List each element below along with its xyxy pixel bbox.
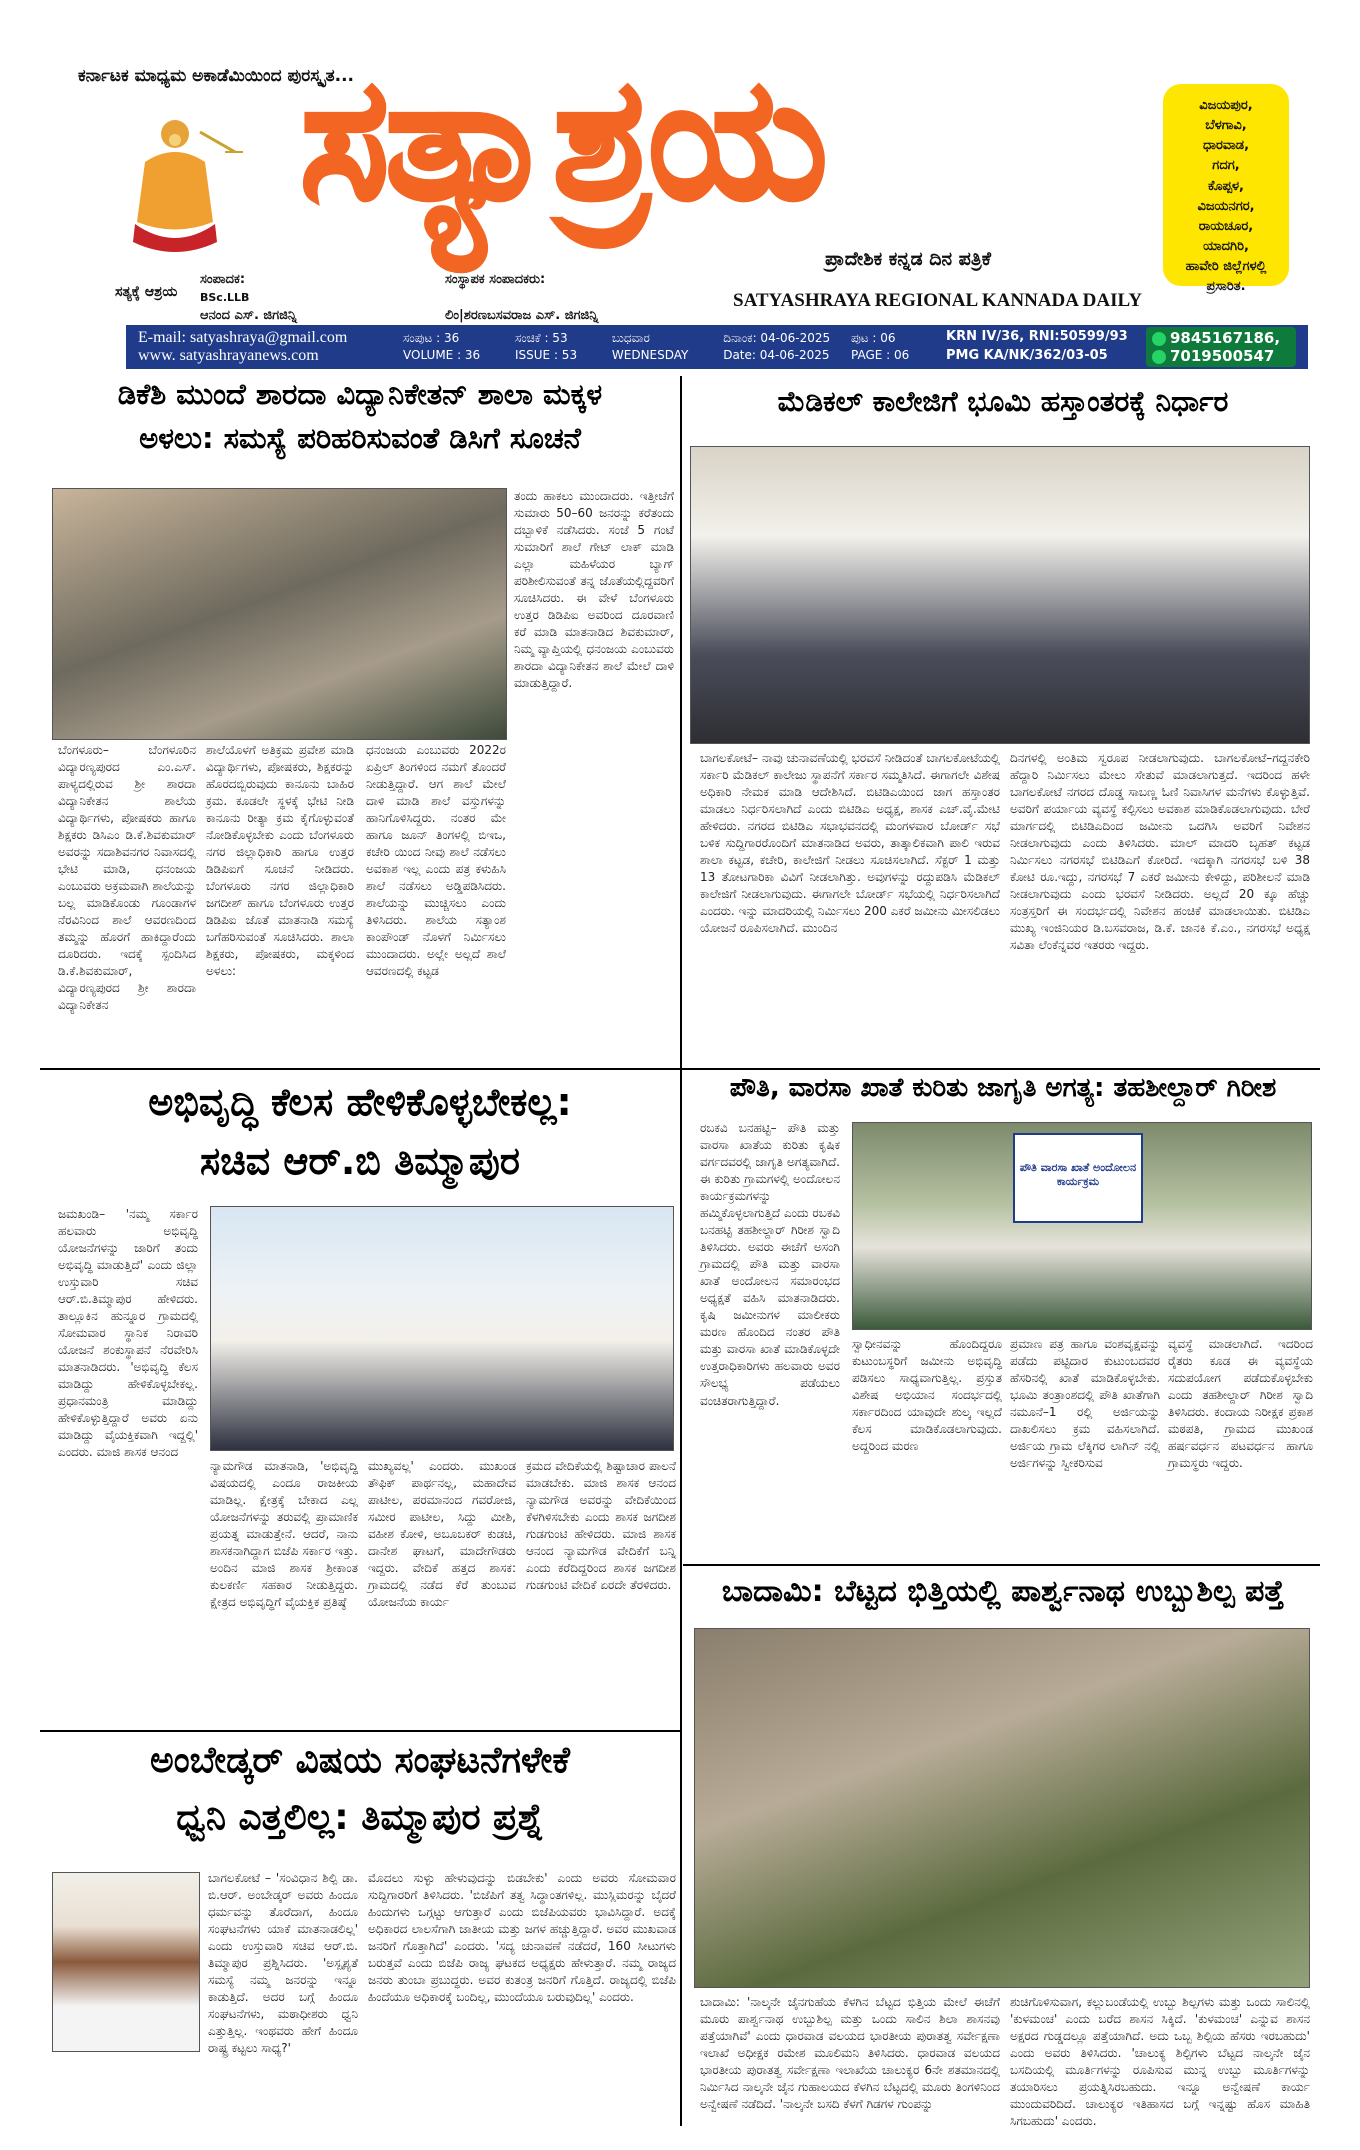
article-6-col-2: ಶುಚಿಗೊಳಿಸುವಾಗ, ಕಲ್ಲುಬಂಡೆಯಲ್ಲಿ ಉಬ್ಬು ಶಿಲ್ಪಗಳು ಮತ್ತು ಒಂದು ಸಾಲಿನಲ್ಲಿ 'ಕುಳಮಂಚ' ಎಂದು ಬರೆದ ಶಾಸನ ಸಿಕ್ಕಿದೆ. 'ಕುಳಮಂಚ' ಎನ್ನುವ ಶಾಸನ ಅಕ್ಷರದ ಗುಡ್ಡದಲ್ಲೂ ಪತ್ತೆಯಾಗಿದೆ. ಅದು ಒಬ್ಬ ಶಿಲ್ಪಿಯ ಹೆಸರು ಇರಬಹುದು' ಎಂದು ಅವರು ತಿಳಿಸಿದರು. 'ಚಾಲುಕ್ಯ ಶಿಲ್ಪಿಗಳು ಬೆಟ್ಟದ ನಾಲ್ಕನೇ ಜೈನ ಬಸದಿಯಲ್ಲಿ ಮೂರ್ತಿಗಳನ್ನು ರೂಪಿಸುವ ಮುನ್ನ ಉಬ್ಬು ಮೂರ್ತಿಗಳನ್ನು ತಯಾರಿಸಲು ಪ್ರಯತ್ನಿಸಿರಬಹುದು. ಇನ್ನೂ ಅನ್ವೇಷಣೆ ಕಾರ್ಯ ಮುಂದುವರಿದಿದೆ. ಚಾಲುಕ್ಯರ ಇತಿಹಾಸದ ಬಗ್ಗೆ ಇನ್ನಷ್ಟು ಹೊಸ ಮಾಹಿತಿ ಸಿಗಬಹುದು' ಎಂದರು. xyxy=(1010,1995,1310,2129)
issue-en: ISSUE : 53 xyxy=(515,348,578,362)
article-1-col-3: ಧನಂಜಯ ಎಂಬುವರು 2022ರ ಏಪ್ರಿಲ್ ತಿಂಗಳಿಂದ ನಮಗೆ ತೊಂದರೆ ನೀಡುತ್ತಿದ್ದಾರೆ. ಆಗ ಶಾಲೆ ಮೇಲೆ ದಾಳಿ ಮಾಡಿ ಶಾಲೆ ವಸ್ತುಗಳನ್ನು ಹಾನಿಗೊಳಿಸಿದ್ದರು. ನಂತರ ಮೇ ಹಾಗೂ ಜೂನ್ ತಿಂಗಳಲ್ಲಿ ಬಿಇಒ, ಕಚೇರಿ ಯಿಂದ ನೀವು ಶಾಲೆ ನಡೆಸಲು ಅವಕಾಶ ಇಲ್ಲ ಎಂದು ಪತ್ರ ಕಳುಹಿಸಿ ಶಾಲೆ ನಡೆಸಲು ಅಡ್ಡಿಪಡಿಸಿದರು. ಶಾಲೆಯನ್ನು ಮುಚ್ಚಿಸಲು ಎಂದು ತಿಳಿಸಿದರು. ಶಾಲೆಯ ಸತ್ಯಾಂಶ ಕಾಂಪೌಂಡ್ ನೊಳಗೆ ನಿರ್ಮಿಸಲು ಮುಂದಾದರು. ಅಲ್ಲೇ ಅಲ್ಲದೆ ಶಾಲೆ ಆವರಣದಲ್ಲಿ ಕಟ್ಟಡ xyxy=(366,743,506,979)
district-item: ಧಾರವಾಡ, xyxy=(1202,138,1250,154)
page-kn: ಪುಟ : 06 xyxy=(851,330,896,345)
deity-caption: ಸತ್ಯಕ್ಕೆ ಆಶ್ರಯ xyxy=(115,284,178,300)
district-item: ಗದಗ, xyxy=(1212,158,1240,174)
district-item: ಕೊಪ್ಪಳ, xyxy=(1208,178,1244,194)
phone-2[interactable]: 7019500547 xyxy=(1170,347,1275,365)
horizontal-divider-3 xyxy=(683,1564,1320,1566)
article-1-col-2: ಶಾಲೆಯೊಳಗೆ ಅತಿಕ್ರಮ ಪ್ರವೇಶ ಮಾಡಿ ವಿದ್ಯಾರ್ಥಿಗಳು, ಪೋಷಕರು, ಶಿಕ್ಷಕರನ್ನು ಹೊರದಬ್ಬಿರುವುದು ಕಾನೂನು ಬಾಹಿರ ಕ್ರಮ. ಕೂಡಲೇ ಸ್ಥಳಕ್ಕೆ ಭೇಟಿ ನೀಡಿ ಕಾನೂನು ರೀತ್ಯಾ ಕ್ರಮ ಕೈಗೊಳ್ಳುವಂತೆ ನೋಡಿಕೊಳ್ಳಬೇಕು ಎಂದು ಬೆಂಗಳೂರು ನಗರ ಜಿಲ್ಲಾಧಿಕಾರಿ ಹಾಗೂ ಉತ್ತರ ಡಿಡಿಪಿಐಗೆ ಸೂಚನೆ ನೀಡಿದರು. ಬೆಂಗಳೂರು ನಗರ ಜಿಲ್ಲಾಧಿಕಾರಿ ಜಗದೀಶ್ ಹಾಗೂ ಬೆಂಗಳೂರು ಉತ್ತರ ಡಿಡಿಪಿಐ ಜೊತೆ ಮಾತನಾಡಿ ಸಮಸ್ಯೆ ಬಗೆಹರಿಸುವಂತೆ ಸೂಚಿಸಿದರು. ಶಾಲಾ ಶಿಕ್ಷಕರು, ಪೋಷಕರು, ಮಕ್ಕಳಿಂದ ಅಳಲು: xyxy=(206,743,354,979)
editor-degree: BSc.LLB xyxy=(200,290,250,304)
article-4-col-1: ರಬಕವಿ ಬನಹಟ್ಟಿ– ಪೌತಿ ಮತ್ತು ವಾರಸಾ ಖಾತೆಯ ಕುರಿತು ಕೃಷಿಕ ವರ್ಗದವರಲ್ಲಿ ಜಾಗೃತಿ ಅಗತ್ಯವಾಗಿದೆ. ಈ ಕುರಿತು ಗ್ರಾಮಗಳಲ್ಲಿ ಅಂದೋಲನ ಕಾರ್ಯಕ್ರಮಗಳನ್ನು ಹಮ್ಮಿಕೊಳ್ಳಲಾಗುತ್ತಿದೆ ಎಂದು ರಬಕವಿ ಬನಹಟ್ಟಿ ತಹಶೀಲ್ದಾರ್ ಗಿರೀಶ ಸ್ವಾದಿ ತಿಳಿಸಿದರು. ಅವರು ಈಚೆಗೆ ಅಸಂಗಿ ಗ್ರಾಮದಲ್ಲಿ ಪೌತಿ ಮತ್ತು ವಾರಸಾ ಖಾತೆ ಅಂದೋಲನ ಸಮಾರಂಭದ ಅಧ್ಯಕ್ಷತೆ ವಹಿಸಿ ಮಾತನಾಡಿದರು. ಕೃಷಿ ಜಮೀನುಗಳ ಮಾಲೀಕರು ಮರಣ ಹೊಂದಿದ ನಂತರ ಪೌತಿ ಮತ್ತು ವಾರಸಾ ಖಾತೆ ಮಾಡಿಕೊಳ್ಳದೇ ಉತ್ತರಾಧಿಕಾರಿಗಳು ಹಲವಾರು ಅವರ ಸೌಲಭ್ಯ ಪಡೆಯಲು ವಂಚಿತರಾಗುತ್ತಿದ್ದಾರೆ. xyxy=(700,1121,840,1408)
article-3-headline-line2: ಸಚಿವ ಆರ್.ಬಿ ತಿಮ್ಮಾಪುರ xyxy=(200,1139,520,1184)
newspaper-brand-title: ಸತ್ಯಾಶ್ರಯ xyxy=(300,41,824,237)
article-2-col-1: ಬಾಗಲಕೋಟೆ– ನಾವು ಚುನಾವಣೆಯಲ್ಲಿ ಭರವಸೆ ನೀಡಿದಂತೆ ಬಾಗಲಕೋಟೆಯಲ್ಲಿ ಸರ್ಕಾರಿ ಮೆಡಿಕಲ್ ಕಾಲೇಜು ಸ್ಥಾಪನೆಗೆ ಸರ್ಕಾರ ಸಮ್ಮತಿಸಿದೆ. ಈಗಾಗಲೇ ವಿಶೇಷ ಅಧಿಕಾರಿ ನೇಮಕ ಮಾಡಿ ಆದೇಶಿಸಿದೆ. ಬಿಟಿಡಿಎಯಿಂದ ಜಾಗ ಹಸ್ತಾಂತರ ಮಾಡಲು ನಿರ್ಧರಿಸಲಾಗಿದೆ ಎಂದು ಬಿಟಿಡಿಎ ಅಧ್ಯಕ್ಷ, ಶಾಸಕ ಎಚ್.ವೈ.ಮೇಟಿ ಹೇಳಿದರು. ನಗರದ ಬಿಟಿಡಿಎ ಸಭಾಭವನದಲ್ಲಿ ಮಂಗಳವಾರ ಬೋರ್ಡ್ ಸಭೆ ಬಳಿಕ ಸುದ್ದಿಗಾರರೊಂದಿಗೆ ಮಾತನಾಡಿದ ಅವರು, ತಾತ್ಕಾಲಿಕವಾಗಿ ಪಾಲಿ ಇರುವ ಶಾಲಾ ಕಟ್ಟಡ, ಕಚೇರಿ, ಕಾಲೇಜಿಗೆ ನೀಡಲು ಸೂಚಿಸಲಾಗಿದೆ. ಸೆಕ್ಟರ್ 1 ಮತ್ತು 13 ತೋಟಗಾರಿಕಾ ವಿವಿಗೆ ನೀಡಲಾಗಿತ್ತು. ಅವುಗಳನ್ನು ರದ್ದುಪಡಿಸಿ ಮೆಡಿಕಲ್ ಕಾಲೇಜಿಗೆ ನೀಡಲಾಗುವುದು. ಈಗಾಗಲೇ ಬೋರ್ಡ್ ಸಭೆಯಲ್ಲಿ ನಿರ್ಧರಿಸಲಾಗಿದೆ ಎಂದರು. ಇನ್ನು ಮಾದರಿಯಲ್ಲಿ ನಿರ್ಮಿಸಲು 200 ಎಕರೆ ಜಮೀನು ಮೀಸಲಿಡಲು ಯೋಜನೆ ರೂಪಿಸಲಾಗಿದೆ. ಮುಂದಿನ xyxy=(700,751,1000,936)
editor-block xyxy=(200,270,297,326)
article-4-col-2: ಸ್ವಾಧೀನವನ್ನು ಹೊಂದಿದ್ದರೂ ಕುಟುಂಬಸ್ಥರಿಗೆ ಜಮೀನು ಅಭಿವೃದ್ಧಿ ಪಡಿಸಲು ಸಾಧ್ಯವಾಗುತ್ತಿಲ್ಲ. ಪ್ರಸ್ತುತ ವಿಶೇಷ ಅಭಿಯಾನ ಸಂದರ್ಭದಲ್ಲಿ ಸರ್ಕಾರದಿಂದ ಯಾವುದೇ ಶುಲ್ಕ ಇಲ್ಲದೆ ಕೆಲಸ ಮಾಡಿಕೊಡಲಾಗುವುದು. ಅದ್ದರಿಂದ ಮರಣ xyxy=(852,1337,1002,1454)
day-kn: ಬುಧವಾರ xyxy=(611,330,650,345)
article-1-headline-line1: ಡಿಕೆಶಿ ಮುಂದೆ ಶಾರದಾ ವಿದ್ಯಾನಿಕೇತನ್ ಶಾಲಾ ಮಕ್ಕಳ xyxy=(117,377,603,411)
article-3-col-1: ಜಮಖಂಡಿ– 'ನಮ್ಮ ಸರ್ಕಾರ ಹಲವಾರು ಅಭಿವೃದ್ಧಿ ಯೋಜನೆಗಳನ್ನು ಜಾರಿಗೆ ತಂದು ಅಭಿವೃದ್ಧಿ ಮಾಡುತ್ತಿದೆ' ಎಂದು ಜಿಲ್ಲಾ ಉಸ್ತುವಾರಿ ಸಚಿವ ಆರ್.ಬಿ.ತಿಮ್ಮಾಪುರ ಹೇಳಿದರು. ತಾಲ್ಲೂಕಿನ ಹುನ್ನೂರ ಗ್ರಾಮದಲ್ಲಿ ಸೋಮವಾರ ಸ್ಥಾನಿಕ ನಿರಾವರಿ ಯೋಜನೆ ಶಂಕುಸ್ಥಾಪನೆ ನೆರವೇರಿಸಿ ಮಾತನಾಡಿದರು. 'ಅಭಿವೃದ್ಧಿ ಕೆಲಸ ಮಾಡಿದ್ದು ಹೇಳಿಕೊಳ್ಳಬೇಕಲ್ಲ. ಪ್ರಧಾನಮಂತ್ರಿ ಮಾಡಿದ್ದು ಹೇಳಿಕೊಳ್ಳುತ್ತಿದ್ದಾರೆ ಅವರು ಏನು ಮಾಡಿದ್ದು ವೈಯಕ್ತಿಕವಾಗಿ ಇದ್ದಲ್ಲಿ' ಎಂದರು. ಮಾಜಿ ಶಾಸಕ ಆನಂದ xyxy=(58,1207,198,1460)
phone-box xyxy=(1146,327,1296,367)
vertical-divider xyxy=(680,376,682,2126)
article-4-col-3: ಪ್ರಮಾಣ ಪತ್ರ ಹಾಗೂ ವಂಶವೃಕ್ಷವನ್ನು ಪಡೆದು ಪಟ್ಟಿದಾರ ಕುಟುಂಬದವರ ಹೆಸರಿನಲ್ಲಿ ಖಾತೆ ಮಾಡಿಕೊಳ್ಳಬೇಕು. ಭೂಮಿ ತಂತ್ರಾಂಶದಲ್ಲಿ ಪೌತಿ ಖಾತೆಗಾಗಿ ನಮೂನೆ–1 ರಲ್ಲಿ ಅರ್ಜಿಯನ್ನು ದಾಖಲಿಸಲು ಕ್ರಮ ವಹಿಸಲಾಗಿದೆ. ಅರ್ಜಿಯ ಗ್ರಾಮ ಲೆಕ್ಕಿಗರ ಲಾಗಿನ್ ನಲ್ಲಿ ಅರ್ಜಿಗಳನ್ನು ಸ್ವೀಕರಿಸುವ xyxy=(1010,1337,1160,1471)
article-1-col-4: ತಂದು ಹಾಕಲು ಮುಂದಾದರು. ಇತ್ತೀಚೆಗೆ ಸುಮಾರು 50–60 ಜನರನ್ನು ಕರೆತಂದು ದಬ್ಬಾಳಿಕೆ ನಡೆಸಿದರು. ಸಂಜೆ 5 ಗಂಟೆ ಸುಮಾರಿಗೆ ಶಾಲೆ ಗೇಟ್ ಲಾಕ್ ಮಾಡಿ ಎಲ್ಲಾ ಮಹಿಳೆಯರ ಬ್ಯಾಗ್ ಪರಿಶೀಲಿಸುವಂತೆ ತನ್ನ ಜೊತೆಯಲ್ಲಿದ್ದವರಿಗೆ ಸೂಚಿಸಿದರು. ಈ ವೇಳೆ ಬೆಂಗಳೂರು ಉತ್ತರ ಡಿಡಿಪಿಐ ಅವರಿಂದ ದೂರವಾಣಿ ಕರೆ ಮಾಡಿ ಮಾತನಾಡಿದ ಶಿವಕುಮಾರ್, ನಿಮ್ಮ ವ್ಯಾಪ್ತಿಯಲ್ಲಿ ಧನಂಜಯ ಎಂಬುವರು ಶಾರದಾ ವಿದ್ಯಾನಿಕೇತನ ಶಾಲೆ ಮೇಲೆ ದಾಳಿ ಮಾಡುತ್ತಿದ್ದಾರೆ. xyxy=(514,489,674,691)
district-item: ಹಾವೇರಿ ಜಿಲ್ಲೆಗಳಲ್ಲಿ xyxy=(1185,259,1267,275)
phone-1[interactable]: 9845167186, xyxy=(1170,329,1281,347)
deity-logo xyxy=(105,112,245,257)
founder-label: ಸಂಸ್ಥಾಪಕ ಸಂಪಾದಕರು: xyxy=(445,272,546,287)
district-item: ಬೆಳಗಾವಿ, xyxy=(1205,118,1247,134)
article-1-headline[interactable] xyxy=(40,376,680,457)
article-1-headline-line2: ಅಳಲು: ಸಮಸ್ಯೆ ಪರಿಹರಿಸುವಂತೆ ಡಿಸಿಗೆ ಸೂಚನೆ xyxy=(139,420,581,455)
article-1-photo[interactable] xyxy=(52,488,507,740)
article-5-headline[interactable] xyxy=(40,1738,680,1842)
whatsapp-icon xyxy=(1152,350,1166,364)
date-kn: ದಿನಾಂಕ: 04-06-2025 xyxy=(723,330,831,345)
horizontal-divider-2 xyxy=(40,1730,680,1732)
article-3-photo[interactable] xyxy=(210,1206,674,1451)
editor-label: ಸಂಪಾದಕ: xyxy=(200,272,246,287)
email-link[interactable]: E-mail: satyashraya@gmail.com xyxy=(138,328,348,346)
article-6-photo[interactable] xyxy=(694,1628,1310,1988)
districts-box xyxy=(1163,84,1289,295)
article-3-headline[interactable] xyxy=(40,1078,680,1187)
district-item: ಪ್ರಸಾರಿತ. xyxy=(1206,279,1246,295)
article-5-col-2: ಮೊದಲು ಸುಳ್ಳು ಹೇಳುವುದನ್ನು ಬಿಡಬೇಕು' ಎಂದು ಅವರು ಸೋಮವಾರ ಸುದ್ದಿಗಾರರಿಗೆ ತಿಳಿಸಿದರು. 'ಬಿಜೆಪಿಗೆ ತತ್ವ ಸಿದ್ಧಾಂತಗಳಿಲ್ಲ. ಮುಸ್ಲಿಮರನ್ನು ಬೈದರೆ ಹಿಂದುಗಳು ಒಗ್ಗಟ್ಟು ಆಗುತ್ತಾರೆ ಎಂದು ಬಿಜೆಪಿಯವರು ಭಾವಿಸಿದ್ದಾರೆ. ಅದಕ್ಕೆ ಅಧಿಕಾರದ ಲಾಲಸೆಗಾಗಿ ಜಾತೀಯ ಮತ್ತು ಜಗಳ ಹಚ್ಚುತ್ತಿದ್ದಾರೆ. ಅವರ ಮುಖವಾಡ ಜನರಿಗೆ ಗೊತ್ತಾಗಿದೆ' ಎಂದರು. 'ಸದ್ಯ ಚುನಾವಣೆ ನಡೆದರೆ, 160 ಸೀಟುಗಳು ಬರುತ್ತವೆ ಎಂದು ಬಿಜೆಪಿ ರಾಜ್ಯ ಘಟಕದ ಅಧ್ಯಕ್ಷರು ಹೇಳುತ್ತಾರೆ. ನಮ್ಮ ರಾಜ್ಯದ ಜನರು ತುಂಬಾ ಪ್ರಬುದ್ಧರು. ಅವರ ಕುತಂತ್ರ ಜನರಿಗೆ ಗೊತ್ತಿದೆ. ರಾಜ್ಯದಲ್ಲಿ ಬಿಜೆಪಿ ಹಿಂದೆಯೂ ಅಧಿಕಾರಕ್ಕೆ ಬಂದಿಲ್ಲ, ಮುಂದೆಯೂ ಬರುವುದಿಲ್ಲ' ಎಂದರು. xyxy=(368,1871,676,2005)
district-item: ವಿಜಯನಗರ, xyxy=(1197,198,1255,214)
editor-name: ಆನಂದ ಎಸ್. ಜಿಗಜಿನ್ನಿ xyxy=(200,308,297,323)
masthead-tagline: ಕರ್ನಾಟಕ ಮಾಧ್ಯಮ ಅಕಾಡೆಮಿಯಿಂದ ಪುರಸ್ಕೃತ... xyxy=(78,66,354,86)
article-1-col-1: ಬೆಂಗಳೂರು– ಬೆಂಗಳೂರಿನ ವಿದ್ಯಾರಣ್ಯಪುರದ ಎಂ.ಎಸ್. ಪಾಳ್ಯದಲ್ಲಿರುವ ಶ್ರೀ ಶಾರದಾ ವಿದ್ಯಾನಿಕೇತನ ಶಾಲೆಯ ವಿದ್ಯಾರ್ಥಿಗಳು, ಪೋಷಕರು ಹಾಗೂ ಶಿಕ್ಷಕರು ಡಿಸಿಎಂ ಡಿ.ಕೆ.ಶಿವಕುಮಾರ್ ಅವರನ್ನು ಸದಾಶಿವನಗರ ನಿವಾಸದಲ್ಲಿ ಭೇಟಿ ಮಾಡಿ, ಧನಂಜಯ ಎಂಬುವರು ಅಕ್ರಮವಾಗಿ ಶಾಲೆಯನ್ನು ಬಲ್ಲ ಮಾಡಿಕೊಂಡು ಗೂಂಡಾಗಳ ನೆರವಿನಿಂದ ಶಾಲೆ ಆವರಣದಿಂದ ತಮ್ಮನ್ನು ಹೊರಗೆ ಹಾಕಿದ್ದಾರೆಂದು ದೂರಿದರು. ಇದಕ್ಕೆ ಸ್ಪಂದಿಸಿದ ಡಿ.ಕೆ.ಶಿವಕುಮಾರ್, ವಿದ್ಯಾರಣ್ಯಪುರದ ಶ್ರೀ ಶಾರದಾ ವಿದ್ಯಾನಿಕೇತನ xyxy=(58,743,196,1013)
page-en: PAGE : 06 xyxy=(851,348,910,362)
article-4-headline[interactable]: ಪೌತಿ, ವಾರಸಾ ಖಾತೆ ಕುರಿತು ಜಾಗೃತಿ ಅಗತ್ಯ: ತಹಶೀಲ್ದಾರ್ ಗಿರೀಶ xyxy=(729,1073,1277,1103)
info-bar xyxy=(126,325,1308,369)
registration-2: PMG KA/NK/362/03-05 xyxy=(946,348,1108,363)
event-banner: ಪೌತಿ ವಾರಸಾ ಖಾತೆ ಅಂದೋಲನ ಕಾರ್ಯಕ್ರಮ xyxy=(1013,1133,1143,1223)
website-link[interactable]: www. satyashrayanews.com xyxy=(138,347,319,364)
date-en: Date: 04-06-2025 xyxy=(723,348,830,362)
article-5-headline-line2: ಧ್ವನಿ ಎತ್ತಲಿಲ್ಲ: ತಿಮ್ಮಾಪುರ ಪ್ರಶ್ನೆ xyxy=(176,1796,544,1838)
article-5-portrait[interactable] xyxy=(52,1872,200,2052)
whatsapp-icon xyxy=(1152,332,1166,346)
article-3-headline-line1: ಅಭಿವೃದ್ಧಿ ಕೆಲಸ ಹೇಳಿಕೊಳ್ಳಬೇಕಲ್ಲ: xyxy=(148,1080,572,1124)
horizontal-divider-1 xyxy=(40,1068,1320,1070)
issue-kn: ಸಂಚಿಕೆ : 53 xyxy=(515,330,568,345)
district-item: ವಿಜಯಪುರ, xyxy=(1199,98,1253,113)
volume-kn: ಸಂಪುಟ : 36 xyxy=(403,330,460,345)
article-5-col-1: ಬಾಗಲಕೋಟೆ – 'ಸಂವಿಧಾನ ಶಿಲ್ಪಿ ಡಾ. ಬಿ.ಆರ್. ಅಂಬೇಡ್ಕರ್ ಅವರು ಹಿಂದೂ ಧರ್ಮವನ್ನು ತೊರೆದಾಗ, ಹಿಂದೂ ಸಂಘಟನೆಗಳು ಯಾಕೆ ಮಾತನಾಡಲಿಲ್ಲ' ಎಂದು ಉಸ್ತುವಾರಿ ಸಚಿವ ಆರ್.ಬಿ. ತಿಮ್ಮಾಪುರ ಪ್ರಶ್ನಿಸಿದರು. 'ಅಸ್ಪೃಶ್ಯತೆ ಸಮಸ್ಯೆ ನಮ್ಮ ಜನರನ್ನು ಇನ್ನೂ ಕಾಡುತ್ತಿದೆ. ಅದರ ಬಗ್ಗೆ ಹಿಂದೂ ಸಂಘಟನೆಗಳು, ಮಠಾಧೀಶರು ಧ್ವನಿ ಎತ್ತುತ್ತಿಲ್ಲ. ಇಂಥವರು ಹೇಗೆ ಹಿಂದೂ ರಾಷ್ಟ್ರ ಕಟ್ಟಲು ಸಾಧ್ಯ?' xyxy=(208,1871,358,2056)
article-2-col-2: ದಿನಗಳಲ್ಲಿ ಅಂತಿಮ ಸ್ವರೂಪ ನೀಡಲಾಗುವುದು. ಬಾಗಲಕೋಟೆ–ಗದ್ದನಕೇರಿ ಹೆದ್ದಾರಿ ನಿರ್ಮಿಸಲು ಮೇಲು ಸೇತುವೆ ಮಾಡಲಾಗುತ್ತದೆ. ಇದರಿಂದ ಹಳೇ ಬಾಗಲಕೋಟೆ ನಗರದ ದೊಡ್ಡ ಸಾಬಣ್ಣ ಓಣಿ ನಿವಾಸಿಗಳ ಮನೆಗಳು ಕೊಳ್ಳುತ್ತಿವೆ. ಅವರಿಗೆ ಪರ್ಯಾಯ ವ್ಯವಸ್ಥೆ ಕಲ್ಪಿಸಲು ಅವಕಾಶ ಮಾಡಿಕೊಡಲಾಗುವುದು. ಬೇರೆ ಮಾರ್ಗದಲ್ಲಿ ಬಿಟಿಡಿಎದಿಂದ ಜಮೀನು ಒದಗಿಸಿ ಅವರಿಗೆ ನಿವೇಶನ ನೀಡಲಾಗುವುದು ಎಂದು ತಿಳಿಸಿದರು. ಮಾಲ್ ಮಾದರಿ ಬೃಹತ್ ಕಟ್ಟಡ ನಿರ್ಮಿಸಲು ನಗರಸಭೆ ಬಿಟಿಡಿಎಗೆ ಕೋರಿದೆ. ಇದಕ್ಕಾಗಿ ನಗರಸಭೆ ಬಳಿ 38 ಕೋಟಿ ರೂ.ಇದ್ದು, ನಗರಸಭೆ 7 ಎಕರೆ ಜಮೀನು ಕೇಳಿದ್ದು, ಪರಿಶೀಲನೆ ಮಾಡಿ ನೀಡಲಾಗುವುದು ಎಂದು ಭರವಸೆ ನೀಡಿದರು. ಅಲ್ಲದೆ 20 ಕ್ಕೂ ಹೆಚ್ಚು ಸಂತ್ರಸ್ತರಿಗೆ ಈ ಸಂದರ್ಭದಲ್ಲಿ ನಿವೇಶನ ಹಂಚಿಕೆ ಮಾಡಲಾಯಿತು. ಬಿಟಿಡಿಎ ಮುಖ್ಯ ಇಂಜಿನಿಯರ ಡಿ.ಬಸವರಾಜ, ಡಿ.ಕೆ. ಜಾನಕಿ ಕೆ.ಎಂ., ನಗರಸಭೆ ಅಧ್ಯಕ್ಷ ಸವಿತಾ ಲೆಂಕೆನ್ನವರ ಇತರರು ಇದ್ದರು. xyxy=(1010,751,1310,953)
article-4-photo[interactable] xyxy=(852,1122,1312,1330)
article-3-col-3: ಮುಖ್ಯವಲ್ಲ' ಎಂದರು. ಮುಖಂಡ ತೌಫಿಕ್ ಪಾರ್ಥನಲ್ಲ, ಮಹಾದೇವ ಪಾಟೀಲ, ಪರಮಾನಂದ ಗವರೋಜಿ, ಸಮೀರ ಪಾಟೀಲ, ಸಿದ್ದು ಮೀಶಿ, ವಹೀಶ ಕೋಳಿ, ಅಬೂಬಕರ್ ಕುಡಚಿ, ದಾನೇಶ ಘಾಟಗೆ, ಮಾದೇಗೌಡರು ಇದ್ದರು. ವೇದಿಕೆ ಹತ್ತದ ಶಾಸಕ: ಗ್ರಾಮದಲ್ಲಿ ನಡೆದ ಕೆರೆ ತುಂಬುವ ಯೋಜನೆಯ ಕಾರ್ಯ xyxy=(368,1459,516,1610)
district-item: ಯಾದಗಿರಿ, xyxy=(1203,238,1249,254)
volume-en: VOLUME : 36 xyxy=(403,348,481,362)
founder-name: ಲಿಂ|ಶರಣಬಸವರಾಜ ಎಸ್. ಜಿಗಜಿನ್ನಿ xyxy=(445,307,599,323)
article-6-headline[interactable]: ಬಾದಾಮಿ: ಬೆಟ್ಟದ ಭಿತ್ತಿಯಲ್ಲಿ ಪಾರ್ಶ್ವನಾಥ ಉಬ್ಬುಶಿಲ್ಪ ಪತ್ತೆ xyxy=(721,1574,1285,1609)
article-3-col-2: ನ್ಯಾಮಗೌಡ ಮಾತನಾಡಿ, 'ಅಭಿವೃದ್ಧಿ ವಿಷಯದಲ್ಲಿ ಎಂದೂ ರಾಜಕೀಯ ಮಾಡಿಲ್ಲ. ಕ್ಷೇತ್ರಕ್ಕೆ ಬೇಕಾದ ಎಲ್ಲ ಯೋಜನೆಗಳನ್ನು ತರುವಲ್ಲಿ ಪ್ರಾಮಾಣಿಕ ಪ್ರಯತ್ನ ಮಾಡುತ್ತೇನೆ. ಆದರೆ, ನಾನು ಶಾಸಕನಾಗಿದ್ದಾಗ ಬಿಜೆಪಿ ಸರ್ಕಾರ ಇತ್ತು. ಅಂದಿನ ಮಾಜಿ ಶಾಸಕ ಶ್ರೀಕಾಂತ ಕುಲಕರ್ಣಿ ಸಹಕಾರ ನೀಡುತ್ತಿದ್ದರು. ಕ್ಷೇತ್ರದ ಅಭಿವೃದ್ಧಿಗೆ ವೈಯಕ್ತಿಕ ಪ್ರತಿಷ್ಠೆ xyxy=(210,1459,358,1610)
founder-block xyxy=(445,270,598,325)
day-en: WEDNESDAY xyxy=(611,348,689,362)
registration-1: KRN IV/36, RNI:50599/93 xyxy=(946,329,1128,345)
subtitle-english: SATYASHRAYA REGIONAL KANNADA DAILY xyxy=(733,290,1143,311)
article-4-col-4: ವ್ಯವಸ್ಥೆ ಮಾಡಲಾಗಿದೆ. ಇದರಿಂದ ರೈತರು ಕೂಡ ಈ ವ್ಯವಸ್ಥೆಯ ಸದುಪಯೋಗ ಪಡೆದುಕೊಳ್ಳಬೇಕು ಎಂದು ತಹಶೀಲ್ದಾರ್ ಗಿರೀಶ ಸ್ವಾದಿ ತಿಳಿಸಿದರು. ಕಂದಾಯ ನಿರೀಕ್ಷಕ ಪ್ರಕಾಶ ಮಠಪತಿ, ಗ್ರಾಮದ ಮುಖಂಡ ಹರ್ಷವರ್ಧನ ಪಟವರ್ಧನ ಹಾಗೂ ಗ್ರಾಮಸ್ಥರು ಇದ್ದರು. xyxy=(1168,1337,1313,1471)
article-2-headline[interactable]: ಮೆಡಿಕಲ್ ಕಾಲೇಜಿಗೆ ಭೂಮಿ ಹಸ್ತಾಂತರಕ್ಕೆ ನಿರ್ಧಾರ xyxy=(777,385,1229,418)
article-6-col-1: ಬಾದಾಮಿ: 'ನಾಲ್ಕನೇ ಜೈನಗುಹೆಯ ಕೆಳಗಿನ ಬೆಟ್ಟದ ಭಿತ್ತಿಯ ಮೇಲೆ ಈಚೆಗೆ ಮೂರು ಪಾರ್ಶ್ವನಾಥ ಉಬ್ಬುಶಿಲ್ಪ ಮತ್ತು ಒಂದು ಸಾಲಿನ ಶಿಲಾ ಶಾಸನವು ಪತ್ತೆಯಾಗಿವೆ' ಎಂದು ಧಾರವಾಡ ವಲಯದ ಭಾರತೀಯ ಪುರಾತತ್ವ ಸರ್ವೇಕ್ಷಣಾ ಇಲಾಖೆ ಅಧೀಕ್ಷಕ ರಮೇಶ ಮೂಲಿಮನಿ ತಿಳಿಸಿದರು. ಧಾರವಾಡ ವಲಯದ ಭಾರತೀಯ ಪುರಾತತ್ವ ಸರ್ವೇಕ್ಷಣಾ ಇಲಾಖೆಯ ಚಾಲುಕ್ಯರ 6ನೇ ಶತಮಾನದಲ್ಲಿ ನಿರ್ಮಿಸಿದ ನಾಲ್ಕನೇ ಜೈನ ಗುಹಾಲಯದ ಕೆಳಗಿನ ಬೆಟ್ಟದಲ್ಲಿ ಮೂರು ತಿಂಗಳಿನಿಂದ ಅನ್ವೇಷಣೆ ನಡೆದಿದೆ. 'ನಾಲ್ಕನೇ ಬಸದಿ ಕೆಳಗೆ ಗಿಡಗಳ ಗುಂಪನ್ನು xyxy=(700,1995,1000,2112)
article-5-headline-line1: ಅಂಬೇಡ್ಕರ್ ವಿಷಯ ಸಂಘಟನೆಗಳೇಕೆ xyxy=(150,1740,570,1781)
subtitle-kannada: ಪ್ರಾದೇಶಿಕ ಕನ್ನಡ ದಿನ ಪತ್ರಿಕೆ xyxy=(825,248,992,270)
district-item: ರಾಯಚೂರ, xyxy=(1198,218,1254,234)
article-2-photo[interactable] xyxy=(690,446,1310,744)
article-3-col-4: ಕ್ರಮದ ವೇದಿಕೆಯಲ್ಲಿ ಶಿಷ್ಟಾಚಾರ ಪಾಲನೆ ಮಾಡಬೇಕು. ಮಾಜಿ ಶಾಸಕ ಆನಂದ ನ್ಯಾಮಗೌಡ ಅವರನ್ನು ವೇದಿಕೆಯಿಂದ ಕೆಳಗಿಳಿಸಬೇಕು ಎಂದು ಶಾಸಕ ಜಗದೀಶ ಗುಡಗುಂಟಿ ಹೇಳಿದರು. ಮಾಜಿ ಶಾಸಕ ಆನಂದ ನ್ಯಾಮಗೌಡ ವೇದಿಕೆಗೆ ಬನ್ನಿ ಎಂದು ಕರೆದಿದ್ದರಿಂದ ಶಾಸಕ ಜಗದೀಶ ಗುಡಗುಂಟಿ ವೇದಿಕೆ ಏರದೇ ತೆರಳಿದರು. xyxy=(526,1459,676,1593)
